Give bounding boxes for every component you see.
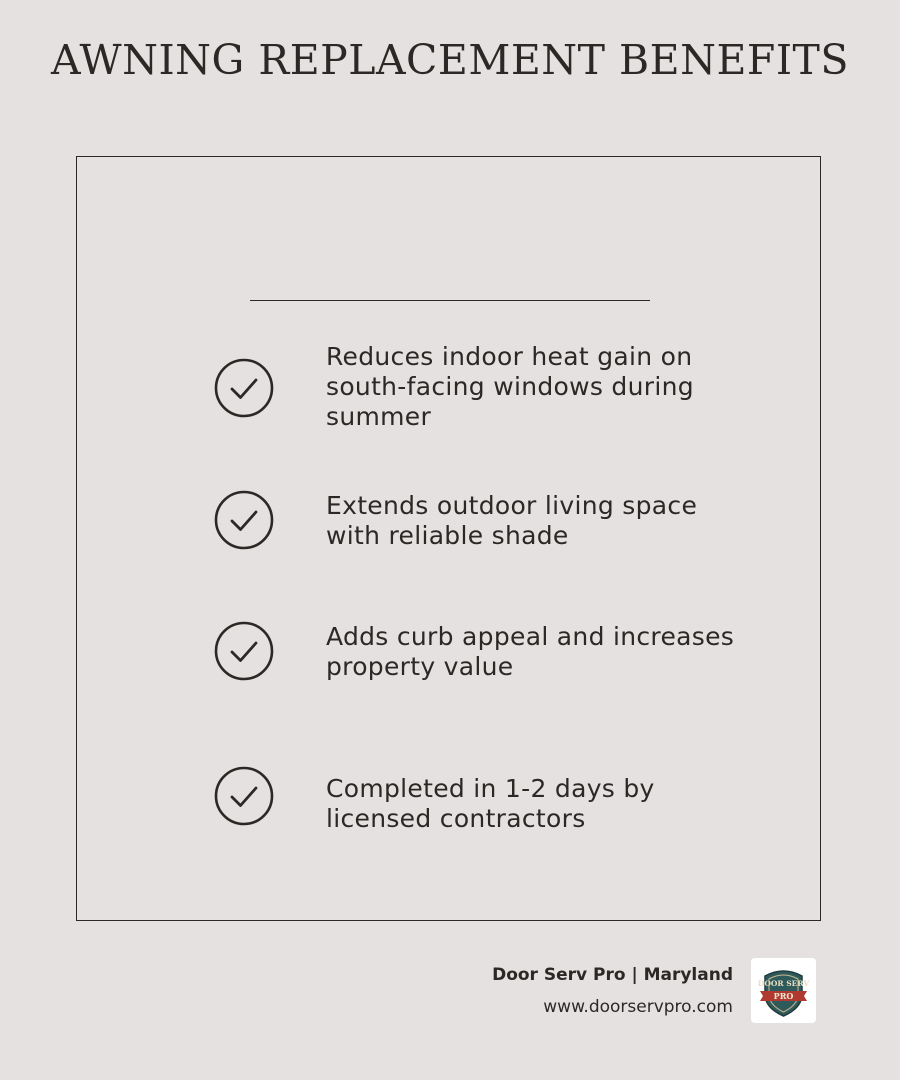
benefit-text: Adds curb appeal and increases property value [326,622,735,681]
check-circle-icon [213,765,275,827]
website-link[interactable]: www.doorservpro.com [543,997,733,1017]
company-name: Door Serv Pro | Maryland [492,965,733,985]
benefit-text: Extends outdoor living space with reliable shade [326,491,698,550]
benefits-card [76,156,821,921]
company-logo [751,958,816,1023]
check-circle-icon [213,357,275,419]
divider [250,300,650,301]
benefit-text: Reduces indoor heat gain on south-facing windows during summer [326,342,694,431]
svg-text:PRO: PRO [773,991,794,1001]
benefit-text: Completed in 1-2 days by licensed contractors [326,774,655,833]
check-circle-icon [213,489,275,551]
svg-text:DOOR SERV: DOOR SERV [757,979,810,988]
page-title: AWNING REPLACEMENT BENEFITS [51,36,849,84]
check-circle-icon [213,620,275,682]
